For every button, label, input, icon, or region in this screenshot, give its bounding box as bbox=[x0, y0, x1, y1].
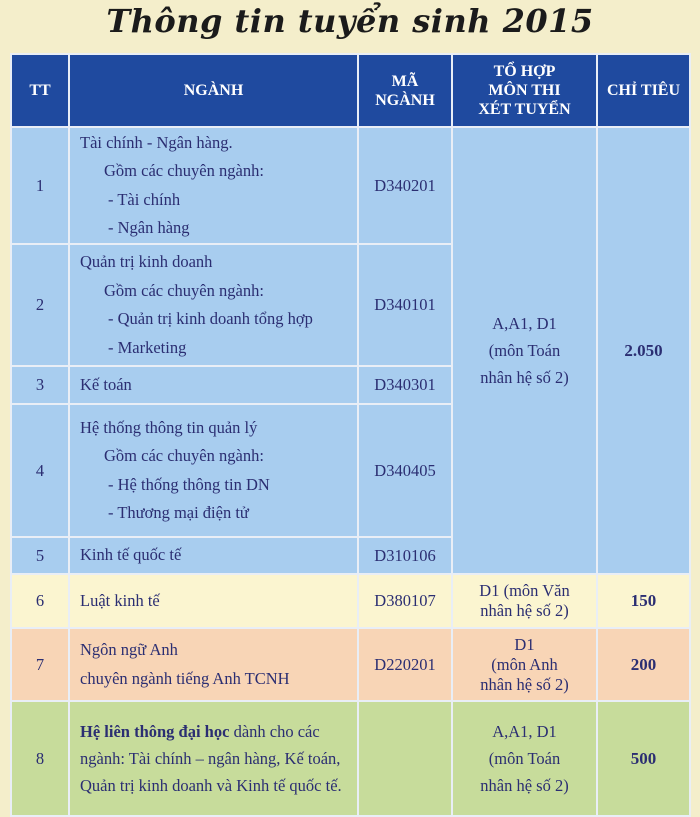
table-row bbox=[11, 701, 690, 816]
cell-tt: 6 bbox=[11, 574, 69, 628]
cell-ma: D340301 bbox=[358, 366, 452, 404]
cell-tt: 7 bbox=[11, 628, 69, 701]
table-row bbox=[11, 628, 690, 701]
cell-ma: D380107 bbox=[358, 574, 452, 628]
cell-to-hop: A,A1, D1 (môn Toán nhân hệ số 2) bbox=[452, 701, 597, 816]
cell-chi-tieu: 2.050 bbox=[597, 127, 690, 574]
cell-tt: 3 bbox=[11, 366, 69, 404]
cell-nganh: Hệ thống thông tin quản lý Gồm các chuyên ngành: - Hệ thống thông tin DN - Thương mại điện tử bbox=[69, 404, 358, 537]
header-tt: TT bbox=[11, 54, 69, 127]
cell-chi-tieu: 200 bbox=[597, 628, 690, 701]
cell-tt: 4 bbox=[11, 404, 69, 537]
cell-ma: D220201 bbox=[358, 628, 452, 701]
cell-tt: 2 bbox=[11, 244, 69, 366]
cell-chi-tieu: 150 bbox=[597, 574, 690, 628]
cell-ma bbox=[358, 701, 452, 816]
cell-nganh: Kế toán bbox=[69, 366, 358, 404]
cell-chi-tieu: 500 bbox=[597, 701, 690, 816]
cell-nganh: Ngôn ngữ Anh chuyên ngành tiếng Anh TCNH bbox=[69, 628, 358, 701]
cell-nganh: Luật kinh tế bbox=[69, 574, 358, 628]
cell-ma: D340405 bbox=[358, 404, 452, 537]
cell-tt: 8 bbox=[11, 701, 69, 816]
table-row bbox=[11, 574, 690, 628]
cell-to-hop: D1 (môn Văn nhân hệ số 2) bbox=[452, 574, 597, 628]
cell-to-hop: D1 (môn Anh nhân hệ số 2) bbox=[452, 628, 597, 701]
cell-tt: 1 bbox=[11, 127, 69, 244]
cell-ma: D340101 bbox=[358, 244, 452, 366]
cell-nganh: Hệ liên thông đại học dành cho các ngành: Tài chính – ngân hàng, Kế toán, Quản trị kinh doanh và Kinh tế quốc tế. bbox=[69, 701, 358, 816]
header-chi-tieu: CHỈ TIÊU bbox=[597, 54, 690, 127]
table-header bbox=[11, 54, 690, 127]
admission-table bbox=[10, 53, 691, 817]
cell-nganh: Tài chính - Ngân hàng. Gồm các chuyên ngành: - Tài chính - Ngân hàng bbox=[69, 127, 358, 244]
cell-to-hop: A,A1, D1 (môn Toán nhân hệ số 2) bbox=[452, 127, 597, 574]
cell-tt: 5 bbox=[11, 537, 69, 574]
header-ma-nganh: MÃ NGÀNH bbox=[358, 54, 452, 127]
header-nganh: NGÀNH bbox=[69, 54, 358, 127]
table-row bbox=[11, 127, 690, 244]
cell-ma: D340201 bbox=[358, 127, 452, 244]
page-title: Thông tin tuyển sinh 2015 bbox=[106, 2, 594, 40]
header-to-hop: TỔ HỢP MÔN THI XÉT TUYỂN bbox=[452, 54, 597, 127]
cell-nganh: Quản trị kinh doanh Gồm các chuyên ngành: - Quản trị kinh doanh tổng hợp - Marketing bbox=[69, 244, 358, 366]
cell-ma: D310106 bbox=[358, 537, 452, 574]
cell-nganh: Kinh tế quốc tế bbox=[69, 537, 358, 574]
